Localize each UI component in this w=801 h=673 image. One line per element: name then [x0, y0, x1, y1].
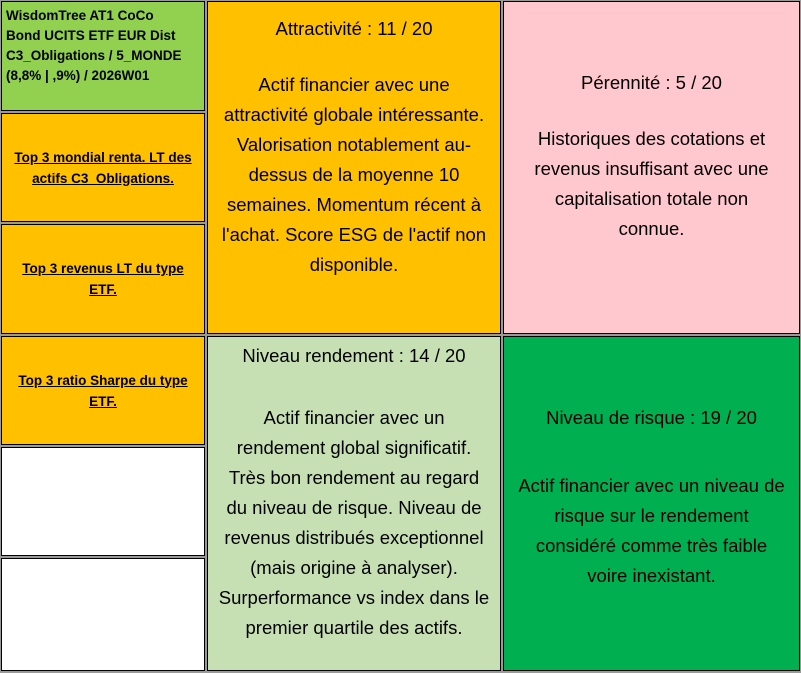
empty-cell — [1, 558, 205, 671]
rendement-text-line: rendement global significatif. — [236, 437, 472, 458]
perennite-cell — [503, 1, 800, 334]
attractivite-text-line: Valorisation notablement au- — [236, 134, 472, 155]
ranking-cell-sharpe — [1, 336, 205, 445]
attractivite-cell — [207, 1, 501, 334]
attractivite-title: Attractivité : 11 / 20 — [275, 18, 433, 39]
asset-title-line: WisdomTree AT1 CoCo — [6, 8, 154, 23]
risque-text-line: risque sur le rendement — [554, 505, 749, 526]
ranking-link-sharpe[interactable]: Top 3 ratio Sharpe du type ETF. — [18, 372, 188, 409]
asset-title-cell — [1, 1, 205, 111]
perennite-text-line: Historiques des cotations et — [537, 128, 766, 149]
rendement-text-line: Actif financier avec un — [263, 407, 445, 428]
attractivite-text-line: Actif financier avec une — [258, 74, 450, 95]
attractivite-text-line: l'achat. Score ESG de l'actif non — [221, 224, 487, 245]
attractivite-text-line: dessus de la moyenne 10 — [248, 164, 460, 185]
perennite-title: Pérennité : 5 / 20 — [581, 72, 722, 93]
risque-text-line: considéré comme très faible — [535, 535, 768, 556]
perennite-text-line: connue. — [618, 218, 685, 239]
ranking-link-revenus[interactable]: Top 3 revenus LT du type ETF. — [22, 261, 184, 297]
ranking-cell-revenus — [1, 224, 205, 334]
risque-text-line: voire inexistant. — [587, 565, 716, 586]
rendement-title: Niveau rendement : 14 / 20 — [242, 345, 466, 366]
rendement-text-line: premier quartile des actifs. — [245, 617, 463, 638]
rendement-text-line: Surperformance vs index dans le — [218, 587, 490, 608]
risque-text-line: Actif financier avec un niveau de — [518, 475, 785, 496]
rendement-text-line: (mais origine à analyser). — [250, 557, 458, 578]
attractivite-text-line: semaines. Momentum récent à — [227, 194, 481, 215]
attractivite-text-line: disponible. — [309, 254, 399, 275]
perennite-text-line: capitalisation totale non — [554, 188, 749, 209]
empty-cell — [1, 447, 205, 556]
attractivite-text-line: attractivité globale intéressante. — [223, 104, 485, 125]
rendement-text-line: Très bon rendement au regard — [228, 467, 480, 488]
ranking-link-renta[interactable]: Top 3 mondial renta. LT des actifs C3_Obligations. — [14, 149, 192, 186]
rendement-text-line: revenus distribués exceptionnel — [224, 527, 484, 548]
rendement-cell — [207, 336, 501, 671]
asset-title-line: Bond UCITS ETF EUR Dist — [6, 28, 176, 43]
perennite-text-line: revenus insuffisant avec une — [534, 158, 769, 179]
risque-cell — [503, 336, 800, 671]
ranking-cell-renta — [1, 113, 205, 222]
risque-title: Niveau de risque : 19 / 20 — [546, 407, 757, 428]
asset-title-line: (8,8% | ,9%) / 2026W01 — [6, 68, 150, 83]
asset-title-line: C3_Obligations / 5_MONDE — [6, 48, 182, 63]
rendement-text-line: du niveau de risque. Niveau de — [226, 497, 482, 518]
